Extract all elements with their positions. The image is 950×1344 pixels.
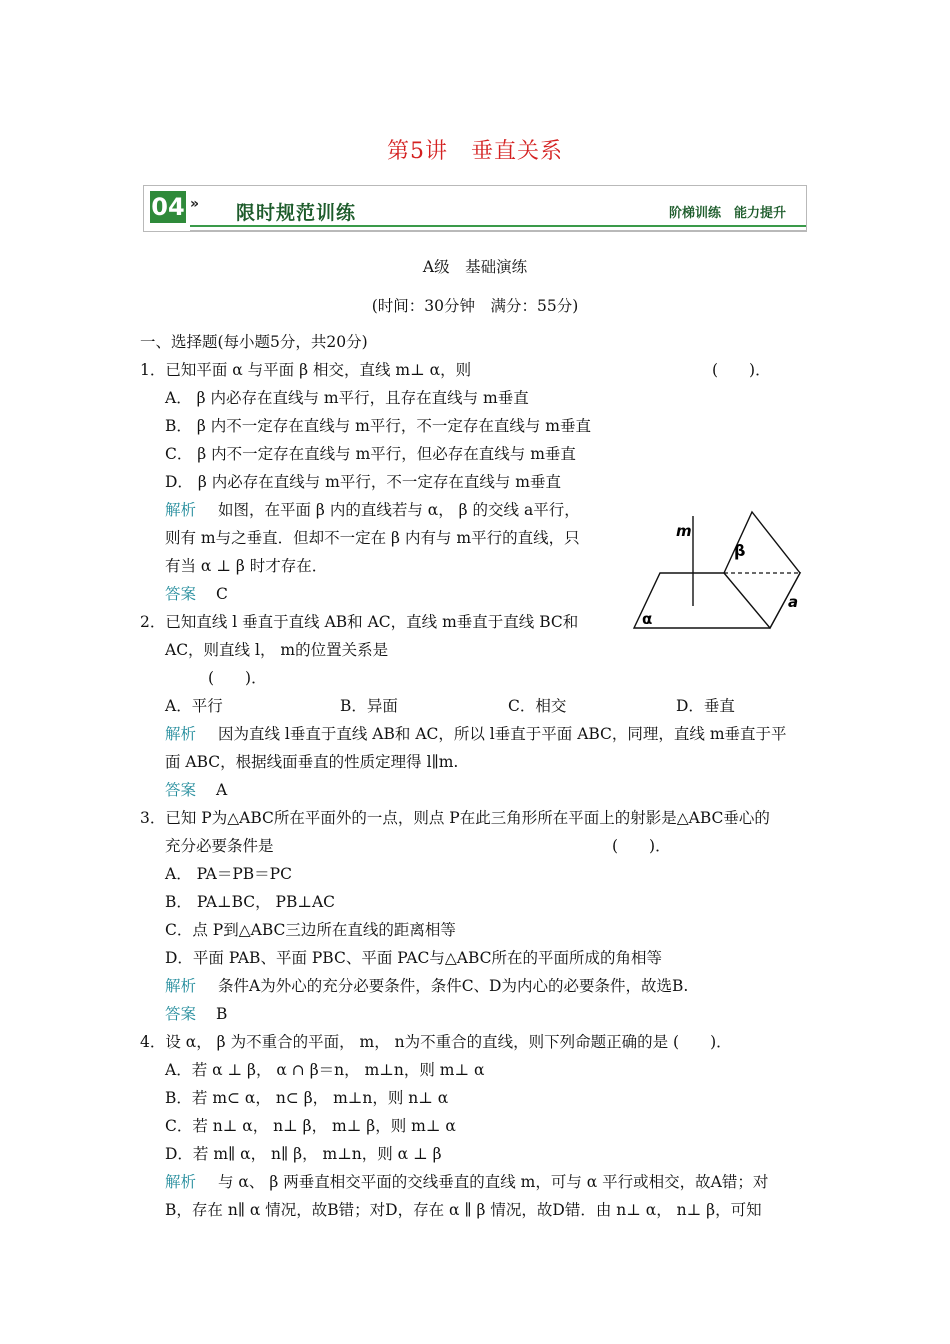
page-title: 第5讲 垂直关系 bbox=[387, 139, 563, 164]
answer-label: 解析 bbox=[165, 1173, 197, 1191]
text-line: 因为直线 l垂直于直线 AB和 AC，所以 l垂直于平面 ABC，同理，直线 m垂直于平 bbox=[218, 725, 787, 743]
text-line: B． PA⊥BC， PB⊥AC bbox=[165, 893, 336, 911]
text-line: 1．已知平面 α 与平面 β 相交，直线 m⊥ α，则 bbox=[140, 361, 472, 379]
text-line: B．异面 bbox=[340, 697, 398, 715]
text-line: C．相交 bbox=[508, 697, 567, 715]
text-line: A．若 α ⊥ β， α ∩ β＝n， m⊥n，则 m⊥ α bbox=[165, 1061, 485, 1079]
text-line: 2．已知直线 l 垂直于直线 AB和 AC，直线 m垂直于直线 BC和 bbox=[140, 613, 579, 631]
text-line: 如图，在平面 β 内的直线若与 α， β 的交线 a平行， bbox=[218, 501, 580, 519]
text-line: ( )． bbox=[712, 361, 771, 379]
answer-label: 解析 bbox=[165, 501, 197, 519]
text-line: B．若 m⊂ α， n⊂ β， m⊥n，则 n⊥ α bbox=[165, 1089, 449, 1107]
level-heading: A级 基础演练 bbox=[422, 258, 528, 276]
answer-label: 解析 bbox=[165, 725, 197, 743]
text-line: D．若 m∥ α， n∥ β， m⊥n，则 α ⊥ β bbox=[165, 1145, 442, 1163]
answer-label: 答案 bbox=[165, 781, 197, 799]
label-beta: β bbox=[734, 541, 746, 560]
text-line: A．平行 bbox=[165, 697, 223, 715]
text-line: D．平面 PAB、平面 PBC、平面 PAC与△ABC所在的平面所成的角相等 bbox=[165, 949, 662, 967]
text-line: C bbox=[216, 585, 228, 603]
label-alpha: α bbox=[642, 610, 653, 628]
text-line: D． β 内必存在直线与 m平行，不一定存在直线与 m垂直 bbox=[165, 473, 561, 491]
banner-title: 限时规范训练 bbox=[236, 202, 357, 224]
time-info: (时间：30分钟 满分：55分) bbox=[371, 297, 579, 315]
label-m: m bbox=[676, 522, 692, 540]
text-line: C．若 n⊥ α， n⊥ β， m⊥ β，则 m⊥ α bbox=[165, 1117, 456, 1135]
text-line: 充分必要条件是 bbox=[165, 837, 274, 855]
text-line: 面 ABC，根据线面垂直的性质定理得 l∥m. bbox=[165, 753, 459, 771]
text-line: ( )． bbox=[612, 837, 671, 855]
text-line: 3．已知 P为△ABC所在平面外的一点，则点 P在此三角形所在平面上的射影是△ABC垂心的 bbox=[140, 809, 770, 827]
text-line: 与 α、 β 两垂直相交平面的交线垂直的直线 m，可与 α 平行或相交，故A错；对 bbox=[218, 1173, 769, 1191]
banner-subtitle: 阶梯训练 能力提升 bbox=[668, 206, 786, 221]
text-line: 有当 α ⊥ β 时才存在． bbox=[165, 557, 328, 575]
banner-rule bbox=[190, 225, 806, 227]
text-line: B，存在 n∥ α 情况，故B错；对D，存在 α ∥ β 情况，故D错．由 n⊥ α， n⊥ β，可知 bbox=[165, 1201, 762, 1219]
text-line: C． β 内不一定存在直线与 m平行，但必存在直线与 m垂直 bbox=[165, 445, 576, 463]
text-line: A． PA＝PB＝PC bbox=[165, 865, 292, 883]
chevron-right-icon: » bbox=[190, 196, 200, 212]
answer-label: 答案 bbox=[165, 585, 197, 603]
text-line: 条件A为外心的充分必要条件，条件C、D为内心的必要条件，故选B. bbox=[218, 977, 689, 995]
text-line: B． β 内不一定存在直线与 m平行，不一定存在直线与 m垂直 bbox=[165, 417, 591, 435]
banner-rule-thin bbox=[190, 230, 806, 231]
label-a: a bbox=[788, 593, 799, 611]
text-line: D．垂直 bbox=[676, 697, 735, 715]
text-line: B bbox=[216, 1005, 228, 1023]
text-line: ( )． bbox=[208, 669, 267, 687]
text-line: A． β 内必存在直线与 m平行，且存在直线与 m垂直 bbox=[165, 389, 529, 407]
text-line: 则有 m与之垂直．但却不一定在 β 内有与 m平行的直线，只 bbox=[165, 529, 580, 547]
text-line: 4．设 α， β 为不重合的平面， m， n为不重合的直线，则下列命题正确的是 ( )． bbox=[140, 1033, 732, 1051]
text-line: C．点 P到△ABC三边所在直线的距离相等 bbox=[165, 921, 456, 939]
section-heading: 一、选择题(每小题5分，共20分) bbox=[140, 333, 368, 351]
section-banner bbox=[143, 185, 807, 232]
text-line: AC，则直线 l， m的位置关系是 bbox=[165, 641, 389, 659]
answer-label: 答案 bbox=[165, 1005, 197, 1023]
answer-label: 解析 bbox=[165, 977, 197, 995]
banner-number: 04 bbox=[151, 193, 185, 221]
text-line: A bbox=[216, 781, 228, 799]
plane-figure bbox=[630, 508, 820, 638]
